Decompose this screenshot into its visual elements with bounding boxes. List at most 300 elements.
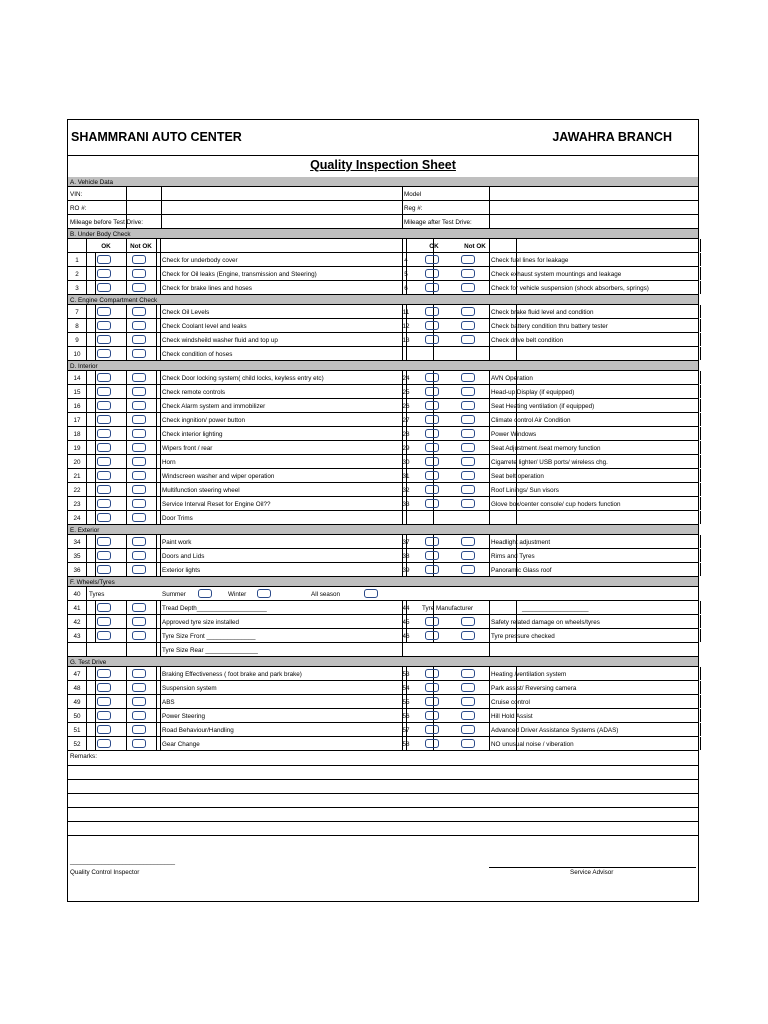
not-ok-checkbox[interactable] — [461, 711, 475, 720]
column-divider — [160, 413, 161, 426]
not-ok-checkbox[interactable] — [132, 725, 146, 734]
column-divider — [700, 441, 701, 454]
not-ok-checkbox[interactable] — [461, 307, 475, 316]
column-divider — [126, 187, 127, 200]
column-divider — [126, 347, 127, 360]
ok-checkbox[interactable] — [425, 471, 439, 480]
column-divider — [156, 695, 157, 708]
not-ok-checkbox[interactable] — [461, 457, 475, 466]
not-ok-checkbox[interactable] — [461, 669, 475, 678]
column-divider — [95, 253, 96, 266]
column-divider — [126, 629, 127, 642]
column-divider — [156, 709, 157, 722]
column-divider — [86, 667, 87, 680]
column-divider — [489, 441, 490, 454]
column-divider — [516, 239, 517, 252]
column-divider — [126, 399, 127, 412]
left-item-number: 36 — [73, 566, 81, 574]
column-divider — [700, 563, 701, 576]
ok-checkbox[interactable] — [425, 669, 439, 678]
column-divider — [489, 347, 490, 360]
column-divider — [86, 737, 87, 750]
ok-checkbox[interactable] — [425, 401, 439, 410]
ok-checkbox[interactable] — [97, 565, 111, 574]
ok-checkbox[interactable] — [97, 711, 111, 720]
left-item-number: 2 — [75, 270, 79, 278]
column-divider — [700, 601, 701, 614]
column-divider — [86, 723, 87, 736]
column-divider — [160, 511, 161, 524]
column-divider — [161, 187, 162, 200]
column-divider — [700, 399, 701, 412]
right-item-number: 24 — [402, 374, 410, 382]
safety-damage-label: Safety related damage on wheels/tyres — [491, 618, 600, 626]
left-item-label: Check Alarm system and immobilizer — [162, 402, 266, 410]
ok-checkbox[interactable] — [425, 255, 439, 264]
vehicle-field-label: VIN: — [70, 190, 83, 198]
column-divider — [489, 469, 490, 482]
not-ok-checkbox[interactable] — [132, 443, 146, 452]
not-ok-checkbox[interactable] — [132, 255, 146, 264]
left-item-label: Check condition of hoses — [162, 350, 233, 358]
column-divider — [160, 667, 161, 680]
ok-checkbox[interactable] — [425, 269, 439, 278]
right-item-number: 38 — [402, 552, 410, 560]
column-divider — [160, 319, 161, 332]
column-divider — [489, 483, 490, 496]
right-item-label: Glove box/center console/ cup hoders function — [491, 500, 621, 508]
not-ok-checkbox[interactable] — [461, 631, 475, 640]
not-ok-checkbox[interactable] — [461, 401, 475, 410]
left-item-label: Road Behaviour/Handling — [162, 726, 234, 734]
column-divider — [700, 681, 701, 694]
left-item-number: 17 — [73, 416, 81, 424]
ok-checkbox[interactable] — [97, 443, 111, 452]
column-divider — [160, 267, 161, 280]
column-divider — [86, 483, 87, 496]
column-divider — [161, 201, 162, 214]
ok-checkbox[interactable] — [97, 739, 111, 748]
not-ok-checkbox[interactable] — [132, 603, 146, 612]
not-ok-checkbox[interactable] — [132, 307, 146, 316]
not-ok-checkbox[interactable] — [132, 269, 146, 278]
ok-checkbox[interactable] — [97, 485, 111, 494]
column-divider — [489, 385, 490, 398]
column-divider — [161, 215, 162, 228]
column-divider — [95, 455, 96, 468]
qc-signature-line: ______________________________ — [70, 858, 176, 865]
left-item-number: 22 — [73, 486, 81, 494]
not-ok-checkbox[interactable] — [132, 401, 146, 410]
ok-checkbox[interactable] — [425, 283, 439, 292]
vehicle-field-label: Mileage after Test Drive: — [404, 218, 472, 226]
not-ok-checkbox[interactable] — [132, 387, 146, 396]
not-ok-checkbox[interactable] — [132, 697, 146, 706]
right-item-number: 37 — [402, 538, 410, 546]
left-item-label: Exterior lights — [162, 566, 201, 574]
left-item-label: Check for Oil leaks (Engine, transmission and Steering) — [162, 270, 317, 278]
ok-checkbox[interactable] — [425, 683, 439, 692]
interior-row — [68, 469, 698, 483]
column-divider — [700, 305, 701, 318]
left-item-number: 21 — [73, 472, 81, 480]
column-divider — [156, 563, 157, 576]
not-ok-checkbox[interactable] — [461, 321, 475, 330]
column-divider — [402, 511, 403, 524]
column-divider — [489, 601, 490, 614]
left-item-number: 23 — [73, 500, 81, 508]
column-divider — [156, 385, 157, 398]
section-interior — [68, 361, 698, 371]
sheet-header — [68, 120, 698, 156]
not-ok-checkbox[interactable] — [132, 565, 146, 574]
ok-column-header: OK — [101, 242, 111, 250]
column-divider — [86, 511, 87, 524]
left-item-label: Multifunction steering wheel — [162, 486, 240, 494]
not-ok-checkbox[interactable] — [461, 335, 475, 344]
left-item-label: Gear Change — [162, 740, 200, 748]
ok-checkbox[interactable] — [425, 711, 439, 720]
left-item-number: 52 — [73, 740, 81, 748]
column-divider — [95, 441, 96, 454]
left-item-number: 1 — [75, 256, 79, 264]
not-ok-checkbox[interactable] — [461, 537, 475, 546]
column-divider — [86, 253, 87, 266]
not-ok-checkbox[interactable] — [132, 373, 146, 382]
vehicle-field-label: Mileage before Test Drive: — [70, 218, 144, 226]
not-ok-checkbox[interactable] — [132, 631, 146, 640]
right-item-number: 26 — [402, 402, 410, 410]
section-under-body — [68, 229, 698, 239]
column-divider — [160, 385, 161, 398]
column-divider — [95, 427, 96, 440]
ok-header-row — [68, 239, 698, 253]
ok-checkbox[interactable] — [425, 697, 439, 706]
column-divider — [489, 305, 490, 318]
right-item-label: Seat Adjustment /seat memory function — [491, 444, 601, 452]
left-item-label: Doors and Lids — [162, 552, 205, 560]
interior-row — [68, 455, 698, 469]
column-divider — [489, 643, 490, 656]
not-ok-checkbox[interactable] — [461, 269, 475, 278]
column-divider — [126, 281, 127, 294]
left-item-label: Paint work — [162, 538, 192, 546]
ok-checkbox[interactable] — [97, 603, 111, 612]
left-item-label: Horn — [162, 458, 176, 466]
interior-row — [68, 497, 698, 511]
ok-checkbox[interactable] — [425, 321, 439, 330]
not-ok-checkbox[interactable] — [461, 697, 475, 706]
right-item-label: Check exhaust system mountings and leakage — [491, 270, 622, 278]
not-ok-checkbox[interactable] — [461, 739, 475, 748]
right-item-number: 28 — [402, 430, 410, 438]
not-ok-checkbox[interactable] — [132, 513, 146, 522]
ok-checkbox[interactable] — [97, 321, 111, 330]
ok-checkbox[interactable] — [97, 669, 111, 678]
right-item-label: Climate control Air Condition — [491, 416, 571, 424]
not-ok-checkbox[interactable] — [132, 429, 146, 438]
column-divider — [700, 253, 701, 266]
left-item-number: 7 — [75, 308, 79, 316]
ok-checkbox[interactable] — [97, 335, 111, 344]
not-ok-checkbox[interactable] — [461, 725, 475, 734]
ok-checkbox[interactable] — [425, 537, 439, 546]
ok-checkbox[interactable] — [97, 429, 111, 438]
column-divider — [700, 333, 701, 346]
column-divider — [489, 681, 490, 694]
ok-checkbox[interactable] — [425, 565, 439, 574]
tyres-row — [68, 643, 698, 657]
not-ok-checkbox[interactable] — [132, 669, 146, 678]
ok-checkbox[interactable] — [425, 307, 439, 316]
column-divider — [126, 563, 127, 576]
tyre-pressure-label: Tyre pressure checked — [491, 632, 555, 640]
not-ok-checkbox[interactable] — [461, 387, 475, 396]
ok-checkbox[interactable] — [97, 307, 111, 316]
column-divider — [86, 305, 87, 318]
column-divider — [700, 347, 701, 360]
right-item-label: Check battery condition thru battery tester — [491, 322, 608, 330]
column-divider — [489, 629, 490, 642]
column-divider — [156, 511, 157, 524]
column-divider — [86, 469, 87, 482]
not-ok-checkbox[interactable] — [461, 471, 475, 480]
not-ok-checkbox[interactable] — [132, 537, 146, 546]
not-ok-checkbox[interactable] — [132, 457, 146, 466]
column-divider — [95, 385, 96, 398]
ok-checkbox[interactable] — [425, 443, 439, 452]
column-divider — [156, 723, 157, 736]
ok-checkbox[interactable] — [97, 683, 111, 692]
column-divider — [126, 333, 127, 346]
ok-checkbox[interactable] — [97, 269, 111, 278]
service-advisor-signature-line — [489, 867, 696, 868]
ok-checkbox[interactable] — [97, 471, 111, 480]
column-divider — [160, 371, 161, 384]
ok-checkbox[interactable] — [425, 725, 439, 734]
column-divider — [156, 305, 157, 318]
left-item-number: 3 — [75, 284, 79, 292]
all-season-checkbox[interactable] — [364, 589, 378, 598]
ok-checkbox[interactable] — [97, 387, 111, 396]
tread-depth-label: Tread Depth____________________ — [162, 604, 267, 612]
ok-checkbox[interactable] — [425, 499, 439, 508]
ok-checkbox[interactable] — [97, 697, 111, 706]
column-divider — [126, 667, 127, 680]
column-divider — [516, 601, 517, 614]
inspection-sheet — [67, 119, 699, 902]
not-ok-checkbox[interactable] — [132, 711, 146, 720]
column-divider — [86, 563, 87, 576]
column-divider — [402, 643, 403, 656]
under-body-row — [68, 253, 698, 267]
not-ok-checkbox[interactable] — [461, 429, 475, 438]
sheet-title-row — [68, 155, 698, 178]
column-divider — [86, 333, 87, 346]
left-item-label: Check for brake lines and hoses — [162, 284, 252, 292]
not-ok-checkbox[interactable] — [132, 683, 146, 692]
winter-label: Winter — [228, 590, 247, 598]
test-drive-row — [68, 737, 698, 751]
ok-checkbox[interactable] — [97, 617, 111, 626]
column-divider — [402, 239, 403, 252]
summer-checkbox[interactable] — [198, 589, 212, 598]
ok-checkbox[interactable] — [97, 401, 111, 410]
column-divider — [700, 267, 701, 280]
under-body-row — [68, 267, 698, 281]
ok-checkbox[interactable] — [425, 485, 439, 494]
all-season-label: All season — [311, 590, 341, 598]
right-item-number: 27 — [402, 416, 410, 424]
ok-checkbox[interactable] — [425, 551, 439, 560]
not-ok-checkbox[interactable] — [132, 415, 146, 424]
column-divider — [156, 441, 157, 454]
item-number: 41 — [73, 604, 81, 612]
ok-checkbox[interactable] — [425, 415, 439, 424]
remarks-line — [68, 821, 698, 822]
right-item-number: 58 — [402, 740, 410, 748]
right-item-label: Rims and Tyres — [491, 552, 535, 560]
ok-checkbox[interactable] — [97, 415, 111, 424]
ok-checkbox[interactable] — [97, 725, 111, 734]
column-divider — [700, 549, 701, 562]
left-item-number: 10 — [73, 350, 81, 358]
ok-checkbox[interactable] — [97, 631, 111, 640]
column-divider — [126, 201, 127, 214]
ok-checkbox[interactable] — [425, 335, 439, 344]
column-divider — [95, 267, 96, 280]
column-divider — [160, 681, 161, 694]
ok-checkbox[interactable] — [425, 617, 439, 626]
not-ok-checkbox[interactable] — [132, 739, 146, 748]
not-ok-checkbox[interactable] — [461, 373, 475, 382]
column-divider — [126, 319, 127, 332]
ok-checkbox[interactable] — [97, 255, 111, 264]
column-divider — [489, 427, 490, 440]
column-divider — [126, 695, 127, 708]
remarks-line — [68, 807, 698, 808]
column-divider — [489, 399, 490, 412]
winter-checkbox[interactable] — [257, 589, 271, 598]
not-ok-checkbox[interactable] — [461, 551, 475, 560]
column-divider — [95, 681, 96, 694]
ok-checkbox[interactable] — [97, 551, 111, 560]
ok-checkbox[interactable] — [97, 457, 111, 466]
right-item-label: Seat belt operation — [491, 472, 544, 480]
tyres-row — [68, 587, 698, 601]
column-divider — [156, 399, 157, 412]
right-item-label: AVN Operation — [491, 374, 533, 382]
not-ok-checkbox[interactable] — [132, 617, 146, 626]
under-body-row — [68, 281, 698, 295]
ok-checkbox[interactable] — [425, 429, 439, 438]
section-exterior — [68, 525, 698, 535]
section-title: D. Interior — [70, 362, 98, 370]
right-item-number: 56 — [402, 712, 410, 720]
not-ok-checkbox[interactable] — [461, 255, 475, 264]
column-divider — [126, 601, 127, 614]
not-ok-checkbox[interactable] — [132, 485, 146, 494]
not-ok-checkbox[interactable] — [132, 335, 146, 344]
left-item-label: Windscreen washer and wiper operation — [162, 472, 275, 480]
column-divider — [156, 643, 157, 656]
column-divider — [489, 667, 490, 680]
not-ok-checkbox[interactable] — [132, 283, 146, 292]
not-ok-checkbox[interactable] — [461, 283, 475, 292]
right-item-label: Headlight adjustment — [491, 538, 551, 546]
vehicle-field-label: Model — [404, 190, 422, 198]
ok-checkbox[interactable] — [97, 373, 111, 382]
column-divider — [489, 187, 490, 200]
column-divider — [156, 281, 157, 294]
column-divider — [126, 441, 127, 454]
section-engine — [68, 295, 698, 305]
column-divider — [700, 455, 701, 468]
not-ok-checkbox[interactable] — [461, 499, 475, 508]
ok-checkbox[interactable] — [97, 349, 111, 358]
column-divider — [402, 347, 403, 360]
not-ok-checkbox[interactable] — [461, 415, 475, 424]
test-drive-row — [68, 723, 698, 737]
ok-checkbox[interactable] — [97, 499, 111, 508]
column-divider — [156, 413, 157, 426]
engine-row — [68, 319, 698, 333]
column-divider — [86, 427, 87, 440]
column-divider — [95, 347, 96, 360]
column-divider — [160, 483, 161, 496]
column-divider — [156, 347, 157, 360]
left-item-number: 34 — [73, 538, 81, 546]
not-ok-checkbox[interactable] — [132, 321, 146, 330]
column-divider — [95, 723, 96, 736]
right-item-number: 54 — [402, 684, 410, 692]
column-divider — [156, 333, 157, 346]
right-item-label: Advanced Driver Assistance Systems (ADAS) — [491, 726, 619, 734]
not-ok-checkbox[interactable] — [132, 349, 146, 358]
column-divider — [489, 267, 490, 280]
column-divider — [402, 215, 403, 228]
summer-label: Summer — [162, 590, 186, 598]
tyre-manufacturer-line: ___________________ — [522, 604, 589, 612]
test-drive-row — [68, 709, 698, 723]
column-divider — [700, 319, 701, 332]
left-item-label: Suspension system — [162, 684, 217, 692]
not-ok-checkbox[interactable] — [132, 551, 146, 560]
remarks-line — [68, 779, 698, 780]
interior-row — [68, 511, 698, 525]
not-ok-checkbox[interactable] — [461, 565, 475, 574]
ok-checkbox[interactable] — [97, 537, 111, 546]
not-ok-checkbox[interactable] — [461, 443, 475, 452]
column-divider — [489, 455, 490, 468]
left-item-label: Service Interval Reset for Engine Oil?? — [162, 500, 271, 508]
ok-checkbox[interactable] — [425, 373, 439, 382]
not-ok-checkbox[interactable] — [132, 499, 146, 508]
ok-checkbox[interactable] — [425, 457, 439, 466]
not-ok-checkbox[interactable] — [461, 683, 475, 692]
not-ok-checkbox[interactable] — [461, 617, 475, 626]
right-item-label: Check drive belt condition — [491, 336, 564, 344]
not-ok-checkbox[interactable] — [132, 471, 146, 480]
ok-checkbox[interactable] — [425, 387, 439, 396]
right-item-number: 39 — [402, 566, 410, 574]
column-divider — [700, 709, 701, 722]
ok-checkbox[interactable] — [97, 513, 111, 522]
not-ok-checkbox[interactable] — [461, 485, 475, 494]
ok-checkbox[interactable] — [425, 739, 439, 748]
ok-checkbox[interactable] — [97, 283, 111, 292]
ok-checkbox[interactable] — [425, 631, 439, 640]
